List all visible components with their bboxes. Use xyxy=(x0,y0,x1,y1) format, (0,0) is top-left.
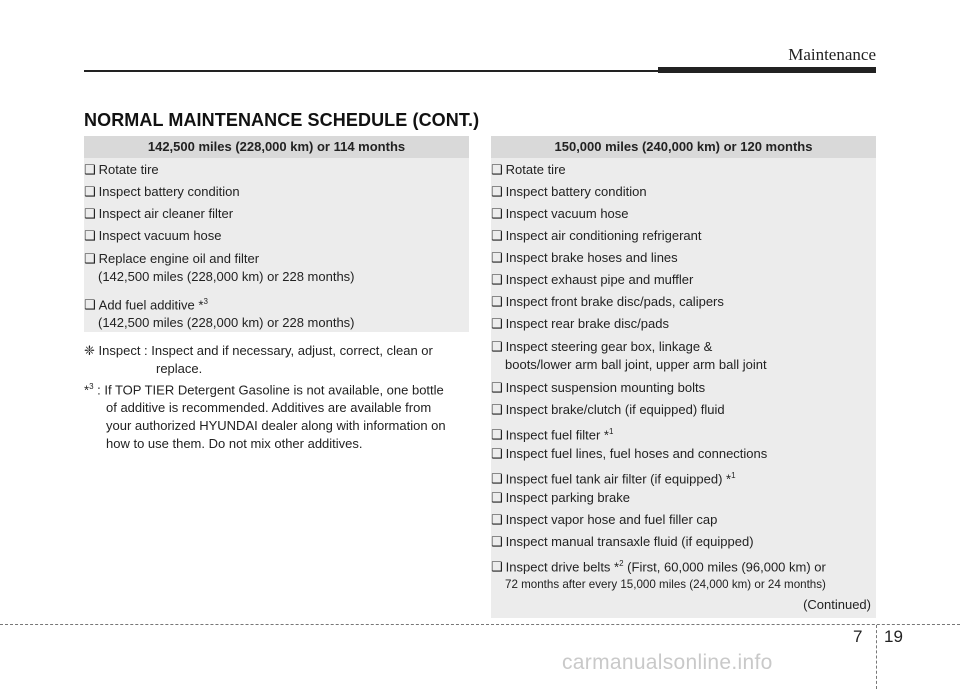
inspect-note-line: replace. xyxy=(156,361,203,376)
footnote-mark: * xyxy=(84,382,90,398)
item-label: Inspect brake/clutch (if equipped) fluid xyxy=(505,402,725,417)
item-label: Inspect air conditioning refrigerant xyxy=(505,228,702,243)
checklist-item xyxy=(491,161,566,179)
item-label: Inspect front brake disc/pads, calipers xyxy=(505,294,724,309)
checklist-item xyxy=(491,445,767,463)
checklist-item xyxy=(491,205,629,223)
checkbox-icon: ❑ xyxy=(491,380,503,395)
section-title: Maintenance xyxy=(788,45,876,64)
footer-divider xyxy=(876,625,877,689)
inspect-note xyxy=(84,342,469,378)
item-label: Inspect air cleaner filter xyxy=(98,206,234,221)
checkbox-icon: ❑ xyxy=(491,446,503,461)
footnote-mark: 2 xyxy=(619,559,624,568)
checkbox-icon: ❑ xyxy=(491,294,503,309)
right-schedule-box xyxy=(491,136,876,618)
checkbox-icon: ❑ xyxy=(491,512,503,527)
item-label: Inspect battery condition xyxy=(505,184,647,199)
checkbox-icon: ❑ xyxy=(491,184,503,199)
inspect-note-line: Inspect : Inspect and if necessary, adjust, correct, clean or xyxy=(98,343,433,358)
checklist-item xyxy=(491,293,724,311)
checkbox-icon: ❑ xyxy=(84,251,96,266)
footnote-mark: 1 xyxy=(731,471,736,480)
checkbox-icon: ❑ xyxy=(84,206,96,221)
checklist-item xyxy=(491,249,678,267)
footnote-mark: 1 xyxy=(608,427,614,436)
header-rule xyxy=(84,70,658,72)
checklist-item xyxy=(491,511,717,529)
item-label: Inspect vacuum hose xyxy=(98,228,222,243)
item-label: Inspect exhaust pipe and muffler xyxy=(505,272,694,287)
item-label: Inspect rear brake disc/pads xyxy=(505,316,669,331)
checklist-item xyxy=(491,555,826,594)
item-label: Inspect suspension mounting bolts xyxy=(505,380,706,395)
footnote-number: 3 xyxy=(89,382,94,391)
checkbox-icon: ❑ xyxy=(84,162,96,177)
fuel-note-line: of additive is recommended. Additives are available from xyxy=(106,400,432,416)
item-label: Inspect fuel tank air filter (if equipped) * xyxy=(505,471,732,487)
checklist-item xyxy=(491,271,693,289)
checkbox-icon: ❑ xyxy=(491,162,503,177)
item-label: Rotate tire xyxy=(505,162,566,177)
item-label: Replace engine oil and filter xyxy=(98,251,260,266)
item-label: Inspect manual transaxle fluid (if equipped) xyxy=(505,534,754,549)
item-label: Inspect fuel lines, fuel hoses and connections xyxy=(505,446,768,461)
checklist-item xyxy=(491,533,754,551)
checkbox-icon: ❑ xyxy=(491,339,503,354)
checkbox-icon: ❑ xyxy=(491,427,503,443)
checkbox-icon: ❑ xyxy=(491,228,503,243)
right-box-header: 150,000 miles (240,000 km) or 120 months xyxy=(491,136,876,158)
checkbox-icon: ❑ xyxy=(491,272,503,287)
checklist-item xyxy=(84,293,355,332)
left-box-header: 142,500 miles (228,000 km) or 114 months xyxy=(84,136,469,158)
checklist-item xyxy=(491,183,647,201)
checklist-item xyxy=(84,183,240,201)
checklist-item xyxy=(84,227,222,245)
item-detail: boots/lower arm ball joint, upper arm ball joint xyxy=(505,357,767,372)
fuel-additive-note xyxy=(84,378,469,453)
item-label: Inspect parking brake xyxy=(505,490,630,505)
checklist-item xyxy=(491,315,669,333)
item-detail: (142,500 miles (228,000 km) or 228 months) xyxy=(98,315,355,331)
page-title: NORMAL MAINTENANCE SCHEDULE (CONT.) xyxy=(84,110,480,130)
header-rule-accent xyxy=(658,67,876,73)
checkbox-icon: ❑ xyxy=(491,559,503,575)
checkbox-icon: ❑ xyxy=(491,534,503,549)
fuel-note-line: how to use them. Do not mix other additives. xyxy=(106,436,363,452)
checkbox-icon: ❑ xyxy=(491,402,503,417)
item-label: Inspect steering gear box, linkage & xyxy=(505,339,713,354)
item-label: Inspect battery condition xyxy=(98,184,240,199)
fuel-note-line: : If TOP TIER Detergent Gasoline is not available, one bottle xyxy=(97,382,444,398)
continued-label: (Continued) xyxy=(803,597,871,612)
checkbox-icon: ❑ xyxy=(491,316,503,331)
item-label: Inspect drive belts * xyxy=(505,559,620,575)
item-label: Add fuel additive * xyxy=(98,297,204,313)
item-label: Rotate tire xyxy=(98,162,159,177)
checklist-item xyxy=(491,401,725,419)
checkbox-icon: ❑ xyxy=(84,228,96,243)
checklist-item xyxy=(491,379,705,397)
item-label-continued: (First, 60,000 miles (96,000 km) or xyxy=(623,559,826,575)
checklist-item xyxy=(491,467,736,488)
checkbox-icon: ❑ xyxy=(84,297,96,313)
footnote-mark: 3 xyxy=(203,297,208,306)
item-label: Inspect brake hoses and lines xyxy=(505,250,678,265)
checklist-item xyxy=(84,205,233,223)
checklist-item xyxy=(491,489,630,507)
item-label: Inspect vacuum hose xyxy=(505,206,629,221)
item-detail: 72 months after every 15,000 miles (24,000 km) or 24 months) xyxy=(505,578,826,592)
checkbox-icon: ❑ xyxy=(491,490,503,505)
item-label: Inspect fuel filter * xyxy=(505,427,609,443)
item-detail: (142,500 miles (228,000 km) or 228 months) xyxy=(98,269,355,284)
page-number: 19 xyxy=(884,627,903,646)
checklist-item xyxy=(491,338,767,374)
checkbox-icon: ❑ xyxy=(491,471,503,487)
left-schedule-box xyxy=(84,136,469,332)
checkbox-icon: ❑ xyxy=(491,206,503,221)
checkbox-icon: ❑ xyxy=(84,184,96,199)
inspect-symbol-icon: ❈ xyxy=(84,343,95,358)
fuel-note-line: your authorized HYUNDAI dealer along with information on xyxy=(106,418,446,434)
checklist-item xyxy=(491,227,702,245)
item-label: Inspect vapor hose and fuel filler cap xyxy=(505,512,718,527)
watermark: carmanualsonline.info xyxy=(562,651,773,674)
footer-rule xyxy=(0,624,960,625)
checklist-item xyxy=(84,161,159,179)
checklist-item xyxy=(84,250,355,286)
checklist-item xyxy=(491,423,613,444)
chapter-number: 7 xyxy=(853,627,863,646)
checkbox-icon: ❑ xyxy=(491,250,503,265)
